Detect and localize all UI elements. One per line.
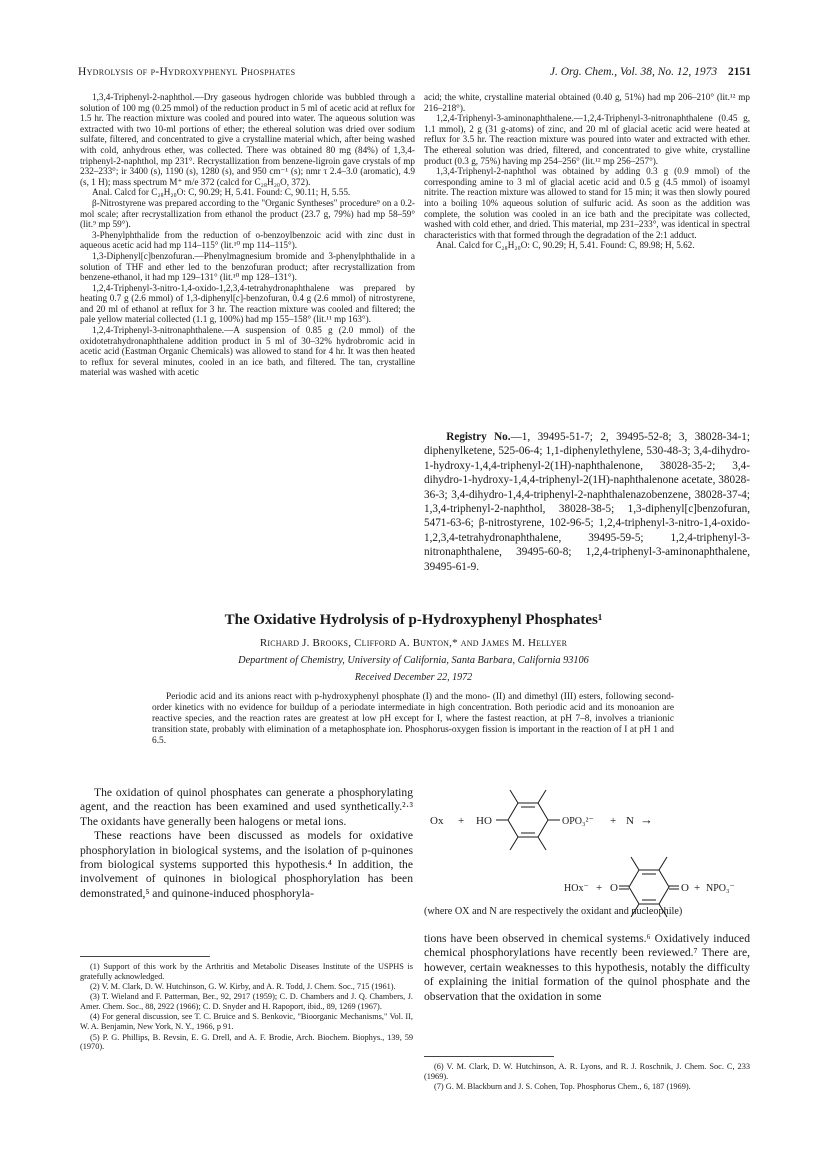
footnote: (3) T. Wieland and F. Patterman, Ber., 92, 2917 (1959); C. D. Chambers and J. Q. Chambers, J. Amer. Chem. Soc., 88, 2922 (1966); C. D. Snyder and H. Rapoport, ibid., 89, 1269 (1967). xyxy=(80,992,413,1012)
paragraph: 1,3-Diphenyl[c]benzofuran.—Phenylmagnesium bromide and 3-phenylphthalide in a solution of THF and ether led to the benzofuran product; after recrystallization from benzene-ethanol, it had mp 129–131° (lit.¹⁰ mp 128–131°). xyxy=(80,250,415,283)
body-right-column xyxy=(424,932,750,1004)
abstract-text: Periodic acid and its anions react with p-hydroxyphenyl phosphate (I) and the mono- (II) and dimethyl (III) esters, following second-order kinetics with no evidence for buildup of a periodate intermediate in high concentration. Both periodic acid and its monoanion are reactive species, and the reaction rates are greatest at low pH except for I, where the fastest reaction, at pH 7–8, involves a trianionic transition state, probably with elimination of a metaphosphate ion. Phosphorus-oxygen fission is important in the reaction of I at pH 1 and 6.5. xyxy=(152,692,674,746)
received-date: Received December 22, 1972 xyxy=(354,672,473,683)
paragraph: 3-Phenylphthalide from the reduction of o-benzoylbenzoic acid with zinc dust in aqueous acetic acid had mp 114–115° (lit.¹⁰ mp 114–115°). xyxy=(80,229,415,251)
experimental-left-column xyxy=(80,92,415,378)
paragraph: 1,3,4-Triphenyl-2-naphthol was obtained by adding 0.3 g (0.9 mmol) of the corresponding amine to 3 ml of glacial acetic acid and 0.5 g (4.5 mmol) of isoamyl nitrite. The reaction mixture was allowed to stand for 15 min; it was then slowly poured into a boiling 10% aqueous solution of sulfuric acid. As soon as the addition was complete, the solution was cooled in an ice bath and the precipitate was collected, washed with cold ether, and dried. This material, mp 231–233°, was identical in spectral characteristics with that formed through the degradation of the 2:1 adduct. xyxy=(424,166,750,240)
scheme-plus: + xyxy=(596,882,603,894)
scheme-plus: + xyxy=(694,882,701,894)
scheme-npo3: NPO₃⁻ xyxy=(706,883,735,894)
paragraph: The oxidation of quinol phosphates can generate a phosphorylating agent, and the reaction has been examined and used synthetically.²·³ The oxidants have generally been halogens or metal ions. xyxy=(80,786,413,828)
footnote: (1) Support of this work by the Arthritis and Metabolic Diseases Institute of the USPHS is gratefully acknowledged. xyxy=(80,962,413,981)
body-left-column xyxy=(80,786,413,901)
footnote: (5) P. G. Phillips, B. Revsin, E. G. Drell, and A. F. Brodie, Arch. Biochem. Biophys., 139, 59 (1970). xyxy=(80,1032,413,1052)
experimental-right-column xyxy=(424,92,750,251)
footnotes-left xyxy=(80,962,413,1053)
abstract xyxy=(152,692,674,747)
running-head: Hydrolysis of p-Hydroxyphenyl Phosphates xyxy=(78,66,296,78)
article-affiliation: Department of Chemistry, University of California, Santa Barbara, California 93106 xyxy=(238,655,589,666)
scheme-opo3: OPO₃²⁻ xyxy=(562,816,594,827)
registry-text: —1, 39495-51-7; 2, 39495-52-8; 3, 38028-34-1; diphenylketene, 525-06-4; 1,1-diphenylethylene, 530-48-3; 3,4-dihydro-1-hydroxy-1,4,4-triphenyl-2(1H)-naphthalenone, 38028-35-2; 3,4-dihydro-1-hydroxy-1,4,4-triphenyl-2(1H)-naphthalenone acetate, 38028-36-3; 3,4-dihydro-1,4,4-triphenyl-2-naphthalenazobenzene, 38028-37-4; 1,3,4-triphenyl-2-naphthol, 38028-38-5; 1,3-diphenyl[c]benzofuran, 5471-63-6; β-nitrostyrene, 102-96-5; 1,2,4-triphenyl-3-nitro-1,4-oxido-1,2,3,4-tetrahydronaphthalene, 39495-59-5; 1,2,4-triphenyl-3-nitronaphthalene, 39495-60-8; 1,2,4-triphenyl-3-aminonaphthalene, 39495-61-9. xyxy=(424,431,751,573)
journal-citation xyxy=(550,66,751,78)
paragraph: Anal. Calcd for C₂₈H₂₀O: C, 90.29; H, 5.41. Found: C, 90.11; H, 5.55. xyxy=(92,187,351,198)
scheme-ox: Ox xyxy=(430,815,444,827)
paragraph: 1,2,4-Triphenyl-3-nitro-1,4-oxido-1,2,3,4-tetrahydronaphthalene was prepared by heating 0.7 g (2.6 mmol) of 1,3-diphenyl[c]-benzofuran, 0.4 g (2.6 mmol) of nitrostyrene, and 20 ml of ethanol at reflux for 3 hr. The reaction mixture was cooled and filtered; the pale yellow material collected (1.1 g, 100%) had mp 155–158° (lit.¹¹ mp 163°). xyxy=(80,282,415,325)
footnote: (2) V. M. Clark, D. W. Hutchinson, G. W. Kirby, and A. R. Todd, J. Chem. Soc., 715 (1961). xyxy=(90,982,396,992)
footnote-rule xyxy=(424,1056,554,1057)
scheme-arrow: → xyxy=(640,812,653,827)
scheme-ho: HO xyxy=(476,815,492,827)
paragraph: β-Nitrostyrene was prepared according to the "Organic Syntheses" procedure⁹ on a 0.2-mol scale; after recrystallization from ethanol the product (23.7 g, 79%) had mp 58–59° (lit.⁹ mp 59°). xyxy=(80,197,415,230)
article-authors: Richard J. Brooks, Clifford A. Bunton,* and James M. Hellyer xyxy=(259,637,568,649)
footnote: (7) G. M. Blackburn and J. S. Cohen, Top. Phosphorus Chem., 6, 187 (1969). xyxy=(434,1082,691,1092)
footnote: (6) V. M. Clark, D. W. Hutchinson, A. R. Lyons, and R. J. Roschnik, J. Chem. Soc. C, 233 (1969). xyxy=(424,1062,750,1081)
paragraph: 1,2,4-Triphenyl-3-nitronaphthalene.—A suspension of 0.85 g (2.0 mmol) of the oxidotetrahydronaphthalene addition product in 5 ml of 30–32% hydrobromic acid in acetic acid (Eastman Organic Chemicals) was allowed to stand for 4 hr. It was then heated to reflux for several minutes, cooled in an ice bath, and filtered. The tan, crystalline material was washed with acetic xyxy=(80,325,415,378)
scheme-o-right: O xyxy=(681,882,689,894)
page-number: 2151 xyxy=(728,66,751,78)
reaction-scheme xyxy=(424,780,754,925)
footnotes-right xyxy=(424,1062,750,1092)
paragraph: acid; the white, crystalline material obtained (0.40 g, 51%) had mp 206–210° (lit.¹² mp 216–218°). xyxy=(424,92,750,113)
registry-label: Registry No. xyxy=(446,431,511,443)
paragraph: Anal. Calcd for C₂₈H₂₀O: C, 90.29; H, 5.41. Found: C, 89.98; H, 5.62. xyxy=(436,240,695,251)
footnote: (4) For general discussion, see T. C. Bruice and S. Benkovic, "Bioorganic Mechanisms," Vol. II, W. A. Benjamin, New York, N. Y., 1966, p 91. xyxy=(80,1012,413,1032)
paragraph: 1,2,4-Triphenyl-3-aminonaphthalene.—1,2,4-Triphenyl-3-nitronaphthalene (0.45 g, 1.1 mmol), 2 g (31 g-atoms) of zinc, and 20 ml of glacial acetic acid were heated at reflux for 3.5 hr. The reaction mixture was poured into water and extracted with ether. The ethereal solution was dried, filtered, and concentrated to give white, crystalline product (0.3 g, 75%) having mp 254–256° (lit.¹² mp 256–257°). xyxy=(424,113,750,166)
paragraph: These reactions have been discussed as models for oxidative phosphorylation in biological systems, and the isolation of p-quinones from biological systems supported this hypothesis.⁴ In addition, the involvement of quinones in biological phosphorylation has been demonstrated,⁵ and quinone-induced phosphoryla- xyxy=(80,829,413,900)
paragraph: 1,3,4-Triphenyl-2-naphthol.—Dry gaseous hydrogen chloride was bubbled through a solution of 100 mg (0.25 mmol) of the reduction product in 5 ml of acetic acid at reflux for 1.5 hr. The reaction mixture was cooled and poured into water. The aqueous solution was extracted with two 10-ml portions of ether; the ethereal solution was dried over sodium sulfate, filtered, and concentrated to give a crystalline material which, after being washed with cold, anhydrous ether, was collected. There was obtained 80 mg (84%) of 1,3,4-triphenyl-2-naphthol, mp 231°. Recrystallization from benzene-ligroin gave crystals of mp 232–233°; ir 3400 (s), 1190 (s), 1280 (s), and 950 cm⁻¹ (s); nmr τ 2.4–3.0 (aromatic), 4.9 (s, 1 H); mass spectrum M⁺ m/e 372 (calcd for C₂₈H₂₀O, 372). xyxy=(80,92,415,187)
scheme-o-left: O xyxy=(610,882,618,894)
hydroquinone-ring xyxy=(508,790,560,850)
registry-numbers xyxy=(424,430,750,574)
scheme-plus: + xyxy=(610,815,617,827)
scheme-hox: HOx⁻ xyxy=(564,883,589,894)
footnote-rule xyxy=(80,956,210,957)
article-title: The Oxidative Hydrolysis of p-Hydroxyphenyl Phosphates¹ xyxy=(224,612,603,628)
scheme-plus: + xyxy=(458,815,465,827)
scheme-n: N xyxy=(626,815,634,827)
paragraph: tions have been observed in chemical systems.⁶ Oxidatively induced chemical phosphorylations have recently been reviewed.⁷ There are, however, certain weaknesses to this hypothesis, notably the difficulty of explaining the initial formation of the quinol phosphate and the observation that the oxidation in some xyxy=(424,932,750,1003)
journal-name: J. Org. Chem., Vol. 38, No. 12, 1973 xyxy=(549,66,718,78)
scheme-caption: (where OX and N are respectively the oxidant and nucleophile) xyxy=(424,906,683,917)
